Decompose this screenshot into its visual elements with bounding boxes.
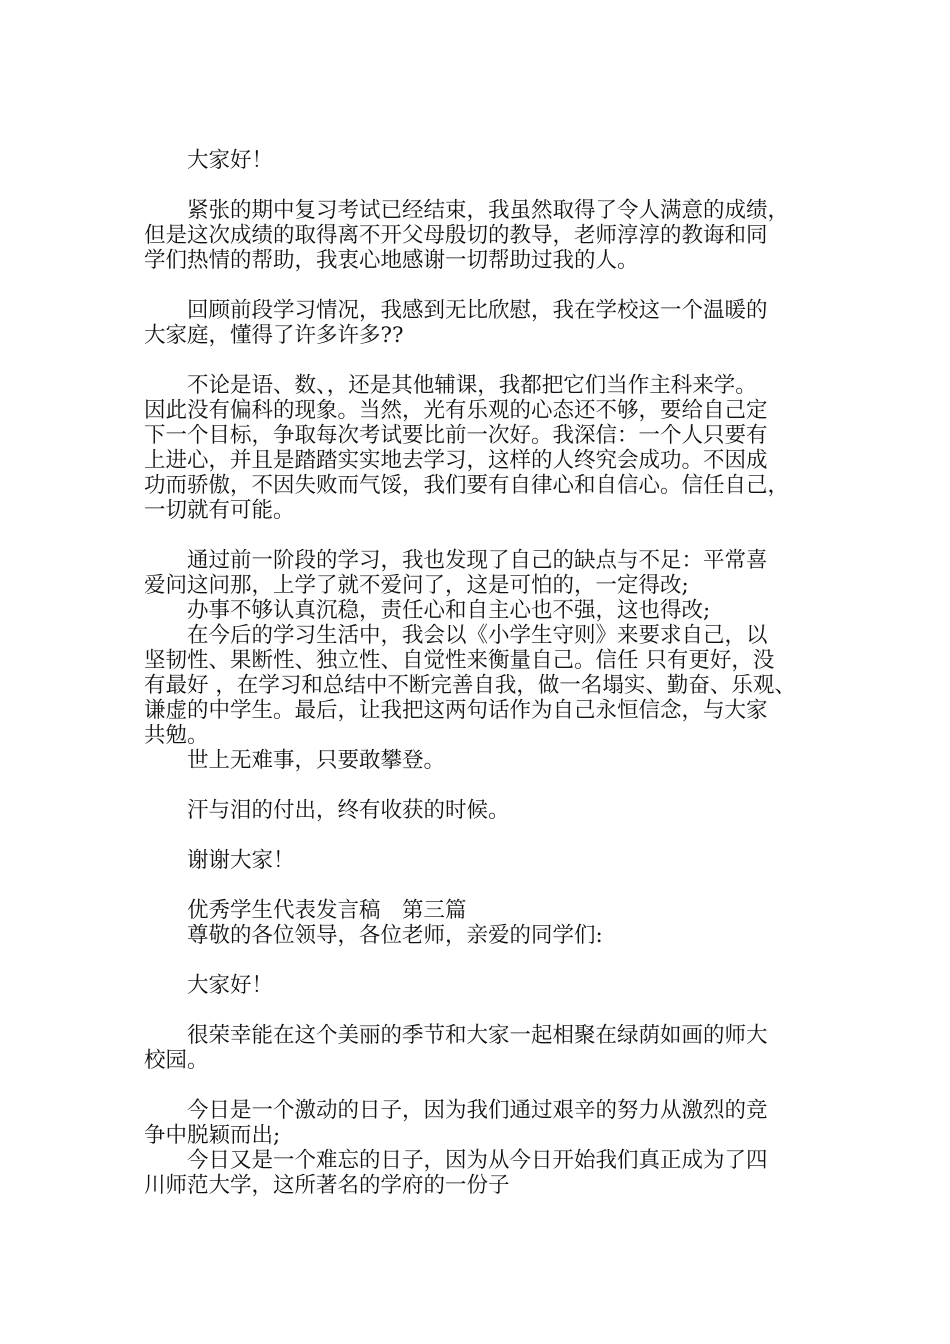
- text-line: 大家好！: [144, 148, 274, 173]
- text-line: 尊敬的各位领导，各位老师，亲爱的同学们:: [144, 923, 603, 948]
- text-line: 大家庭，懂得了许多许多??: [144, 323, 404, 348]
- text-line: 学们热情的帮助，我衷心地感谢一切帮助过我的人。: [144, 248, 639, 273]
- text-line: 谦虚的中学生。最后，让我把这两句话作为自己永恒信念，与大家: [144, 698, 768, 723]
- text-line: 有最好 ，在学习和总结中不断完善自我，做一名塌实、勤奋、乐观、: [144, 673, 796, 698]
- text-line: 爱问这问那，上学了就不爱问了，这是可怕的，一定得改;: [144, 573, 689, 598]
- text-line: 川师范大学，这所著名的学府的一份子: [144, 1173, 510, 1198]
- text-line: 紧张的期中复习考试已经结束，我虽然取得了令人满意的成绩，: [144, 198, 790, 223]
- text-line: 上进心，并且是踏踏实实地去学习，这样的人终究会成功。不因成: [144, 448, 768, 473]
- text-line: 很荣幸能在这个美丽的季节和大家一起相聚在绿荫如画的师大: [144, 1023, 768, 1048]
- text-line: 下一个目标，争取每次考试要比前一次好。我深信：一个人只要有: [144, 423, 768, 448]
- text-line: 功而骄傲，不因失败而气馁，我们要有自律心和自信心。信任自己，: [144, 473, 790, 498]
- text-line: 世上无难事，只要敢攀登。: [144, 748, 446, 773]
- text-line: 在今后的学习生活中，我会以《小学生守则》来要求自己，以: [144, 623, 768, 648]
- section-heading: 优秀学生代表发言稿 第三篇: [144, 898, 467, 923]
- text-line: 大家好！: [144, 973, 274, 998]
- text-line: 办事不够认真沉稳，责任心和自主心也不强，这也得改;: [144, 598, 711, 623]
- text-line: 争中脱颖而出;: [144, 1123, 281, 1148]
- text-line: 今日是一个激动的日子，因为我们通过艰辛的努力从激烈的竞: [144, 1098, 768, 1123]
- text-line: 汗与泪的付出，终有收获的时候。: [144, 798, 510, 823]
- text-line: 谢谢大家！: [144, 848, 295, 873]
- text-line: 回顾前段学习情况，我感到无比欣慰，我在学校这一个温暖的: [144, 298, 768, 323]
- text-line: 但是这次成绩的取得离不开父母殷切的教导，老师淳淳的教诲和同: [144, 223, 768, 248]
- text-line: 因此没有偏科的现象。当然，光有乐观的心态还不够，要给自己定: [144, 398, 768, 423]
- text-line: 共勉。: [144, 723, 209, 748]
- text-line: 今日又是一个难忘的日子，因为从今日开始我们真正成为了四: [144, 1148, 768, 1173]
- text-line: 一切就有可能。: [144, 498, 295, 523]
- text-line: 通过前一阶段的学习，我也发现了自己的缺点与不足：平常喜: [144, 548, 768, 573]
- text-line: 坚韧性、果断性、独立性、自觉性来衡量自己。信任 只有更好，没: [144, 648, 775, 673]
- text-line: 不论是语、数、，还是其他辅课，我都把它们当作主科来学。: [144, 373, 757, 398]
- text-line: 校园。: [144, 1048, 209, 1073]
